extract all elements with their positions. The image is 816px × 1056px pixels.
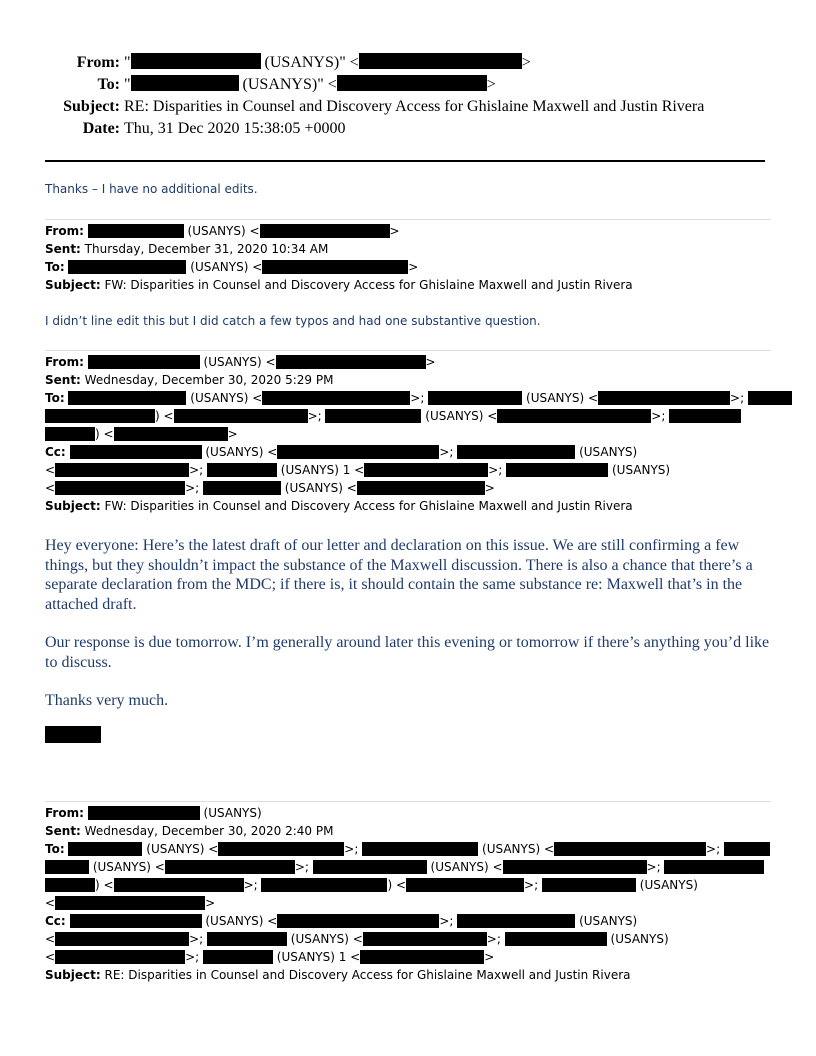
redaction bbox=[114, 878, 244, 892]
redaction bbox=[68, 260, 186, 274]
redaction bbox=[506, 463, 608, 477]
subject-value: RE: Disparities in Counsel and Discovery Access for Ghislaine Maxwell and Justin Rivera bbox=[124, 98, 705, 115]
redaction bbox=[598, 391, 730, 405]
redaction bbox=[664, 860, 764, 874]
redaction bbox=[457, 914, 575, 928]
message-header-3 bbox=[45, 804, 775, 984]
body-paragraph: Thanks very much. bbox=[45, 692, 169, 709]
from-label: From: bbox=[76, 54, 120, 71]
redaction bbox=[669, 409, 741, 423]
redaction bbox=[218, 842, 344, 856]
date-value: Thu, 31 Dec 2020 15:38:05 +0000 bbox=[124, 120, 346, 137]
redaction bbox=[70, 445, 202, 459]
subject-label: Subject: bbox=[63, 98, 120, 115]
msg2-cc-cont: < >; (USANYS) 1 < >; (USANYS) bbox=[45, 463, 671, 477]
body-paragraph: Our response is due tomorrow. I’m generally around later this evening or tomorrow if there’s anything you’d like to discuss. bbox=[45, 634, 770, 671]
redaction bbox=[88, 806, 200, 820]
message-separator bbox=[45, 801, 771, 802]
message-separator bbox=[45, 350, 771, 351]
redaction bbox=[114, 427, 228, 441]
redaction bbox=[55, 463, 189, 477]
msg2-subject: Subject: FW: Disparities in Counsel and Discovery Access for Ghislaine Maxwell and Justin Rivera bbox=[45, 499, 633, 513]
redaction bbox=[406, 878, 524, 892]
redaction bbox=[554, 842, 706, 856]
redaction bbox=[55, 896, 205, 910]
redaction bbox=[503, 860, 647, 874]
redaction bbox=[55, 481, 185, 495]
msg3-to-cont: < > bbox=[45, 896, 216, 910]
redaction bbox=[542, 878, 636, 892]
redaction bbox=[357, 481, 485, 495]
signature-redaction bbox=[45, 726, 101, 743]
redaction bbox=[363, 932, 487, 946]
message-body bbox=[45, 536, 770, 711]
msg2-cc: Cc: (USANYS) < >; (USANYS) bbox=[45, 445, 638, 459]
header-divider bbox=[45, 160, 765, 162]
redaction bbox=[313, 860, 427, 874]
redaction bbox=[277, 914, 439, 928]
msg2-cc-cont: < >; (USANYS) < > bbox=[45, 481, 495, 495]
redaction bbox=[45, 878, 95, 892]
msg2-to-cont: ) < >; (USANYS) < >; bbox=[45, 407, 775, 425]
redaction bbox=[207, 932, 287, 946]
redaction bbox=[165, 860, 295, 874]
redaction bbox=[362, 842, 478, 856]
message-separator bbox=[45, 219, 771, 220]
redaction bbox=[45, 409, 155, 423]
redaction bbox=[45, 860, 89, 874]
redaction bbox=[88, 224, 184, 238]
msg3-sent: Sent: Wednesday, December 30, 2020 2:40 PM bbox=[45, 824, 334, 838]
redaction bbox=[277, 445, 439, 459]
redaction bbox=[457, 445, 575, 459]
redaction bbox=[88, 355, 200, 369]
redaction bbox=[203, 950, 273, 964]
redaction bbox=[207, 463, 277, 477]
msg3-to-cont: (USANYS) < >; (USANYS) < >; bbox=[45, 858, 775, 876]
redaction bbox=[131, 75, 239, 91]
redaction bbox=[364, 463, 488, 477]
to-label: To: bbox=[97, 76, 120, 93]
message-header-1 bbox=[45, 222, 775, 294]
msg3-to: To: (USANYS) < >; (USANYS) < >; bbox=[45, 840, 775, 858]
msg3-subject: Subject: RE: Disparities in Counsel and Discovery Access for Ghislaine Maxwell and Justin Rivera bbox=[45, 968, 631, 982]
redaction bbox=[428, 391, 522, 405]
redaction bbox=[497, 409, 651, 423]
msg3-to-cont: ) < >; ) < >; (USANYS) bbox=[45, 876, 775, 894]
msg1-subject: Subject: FW: Disparities in Counsel and Discovery Access for Ghislaine Maxwell and Justin Rivera bbox=[45, 278, 633, 292]
redaction bbox=[68, 842, 142, 856]
redaction bbox=[203, 481, 281, 495]
date-label: Date: bbox=[82, 120, 120, 137]
msg2-to-cont: ) < > bbox=[45, 425, 775, 443]
redaction bbox=[174, 409, 308, 423]
to-value: " (USANYS)" < > bbox=[124, 76, 496, 93]
body-paragraph: Hey everyone: Here’s the latest draft of our letter and declaration on this issue. We are still confirming a few things, but they shouldn’t impact the substance of the Maxwell discussion. There is also a chance that there’s a separate declaration from the MDC; if there is, it should contain the same substance re: Maxwell that’s in the attached draft. bbox=[45, 537, 753, 613]
msg1-to: To: (USANYS) < > bbox=[45, 260, 419, 274]
msg3-cc-cont: < >; (USANYS) < >; (USANYS) bbox=[45, 932, 669, 946]
redaction bbox=[55, 932, 189, 946]
msg1-sent: Sent: Thursday, December 31, 2020 10:34 AM bbox=[45, 242, 329, 256]
msg1-from: From: (USANYS) < > bbox=[45, 224, 400, 238]
redaction bbox=[45, 427, 95, 441]
redaction bbox=[325, 409, 421, 423]
redaction bbox=[55, 950, 185, 964]
redaction bbox=[276, 355, 426, 369]
msg1-note: I didn’t line edit this but I did catch a few typos and had one substantive question. bbox=[45, 314, 541, 328]
msg3-from: From: (USANYS) bbox=[45, 806, 262, 820]
redaction bbox=[262, 391, 410, 405]
redaction bbox=[70, 914, 202, 928]
redaction bbox=[359, 53, 522, 69]
msg2-from: From: (USANYS) < > bbox=[45, 355, 436, 369]
msg3-cc-cont: < >; (USANYS) 1 < > bbox=[45, 950, 495, 964]
msg3-cc: Cc: (USANYS) < >; (USANYS) bbox=[45, 914, 638, 928]
redaction bbox=[748, 391, 792, 405]
reply-note: Thanks – I have no additional edits. bbox=[45, 182, 258, 196]
redaction bbox=[262, 260, 408, 274]
msg2-sent: Sent: Wednesday, December 30, 2020 5:29 PM bbox=[45, 373, 334, 387]
redaction bbox=[261, 878, 387, 892]
message-header-2 bbox=[45, 353, 775, 515]
redaction bbox=[337, 75, 487, 91]
redaction bbox=[505, 932, 607, 946]
from-value: " (USANYS)" < > bbox=[124, 54, 531, 71]
redaction bbox=[131, 53, 261, 69]
redaction bbox=[68, 391, 186, 405]
redaction bbox=[260, 224, 390, 238]
redaction bbox=[360, 950, 484, 964]
redaction bbox=[724, 842, 770, 856]
msg2-to: To: (USANYS) < >; (USANYS) < >; bbox=[45, 389, 775, 407]
